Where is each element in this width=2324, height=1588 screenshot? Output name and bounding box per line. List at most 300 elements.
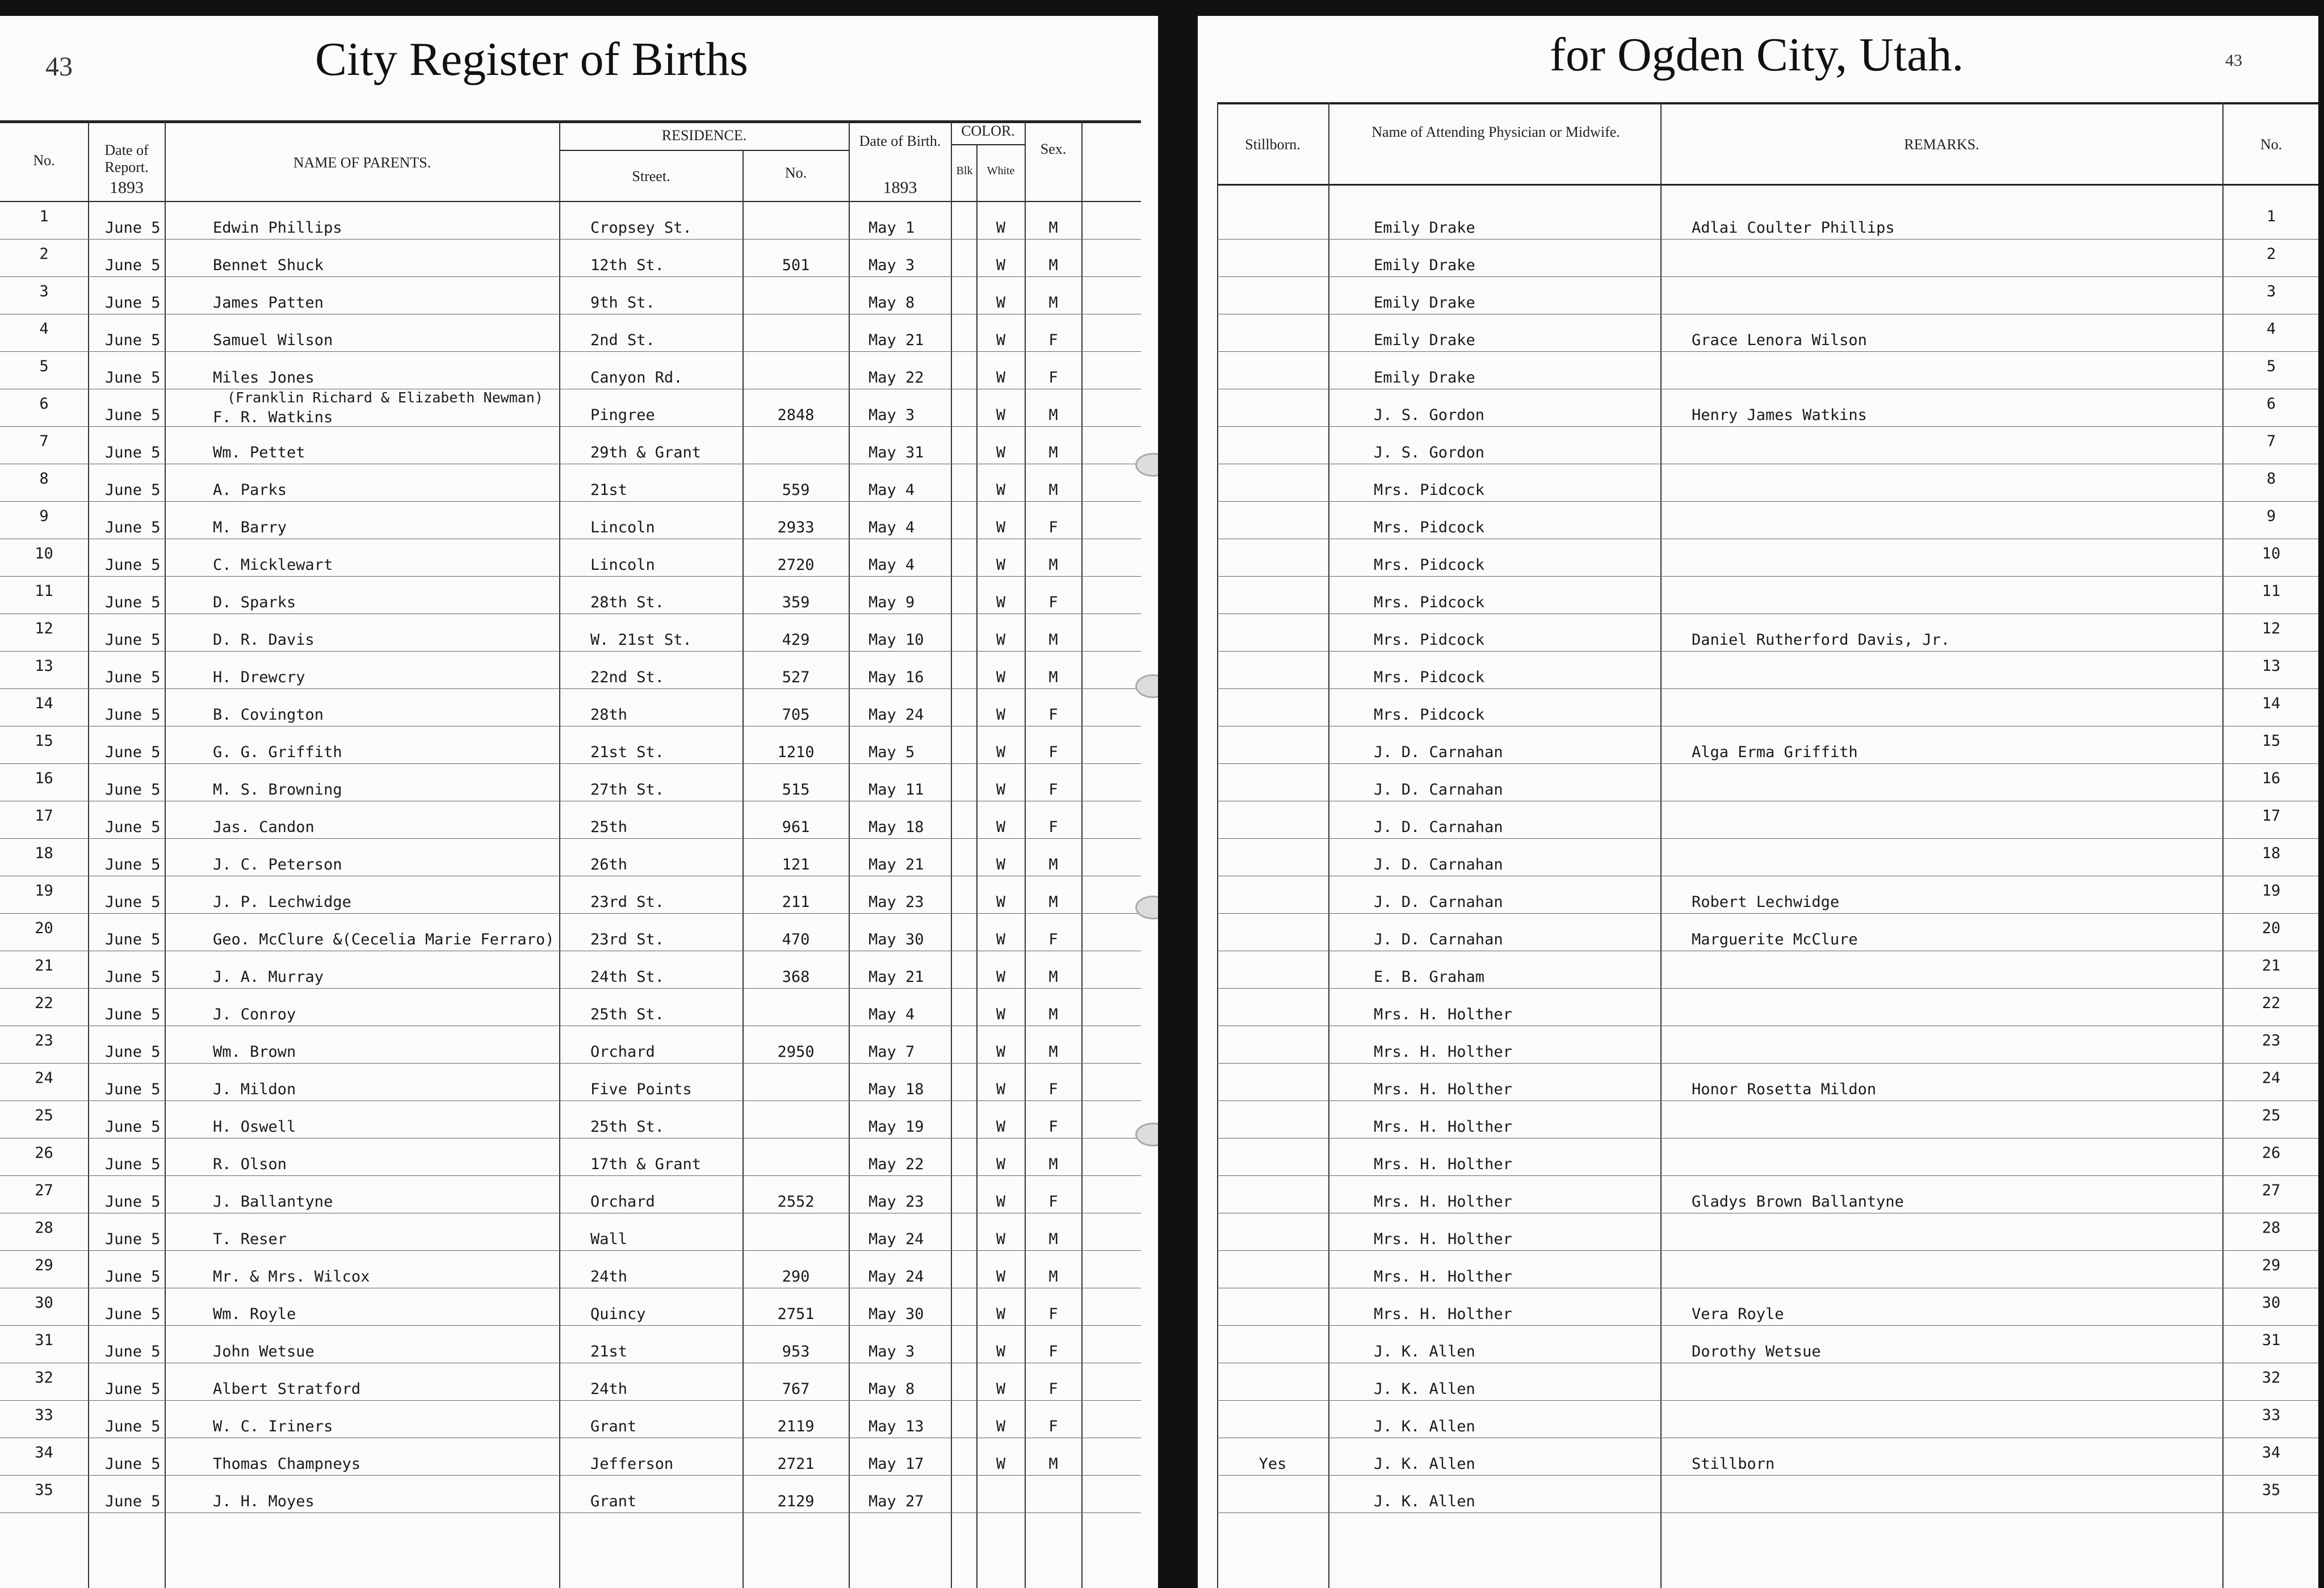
right-cell-physician: Emily Drake xyxy=(1374,257,1475,274)
right-table-row xyxy=(1198,277,2318,314)
left-cell-birth: May 23 xyxy=(869,1193,924,1211)
right-cell-physician: Mrs. H. Holther xyxy=(1374,1006,1512,1023)
left-cell-sex: F xyxy=(1048,1418,1058,1435)
left-table-row xyxy=(0,1176,1158,1213)
left-cell-color: W xyxy=(996,1268,1006,1285)
right-cell-no: 32 xyxy=(2262,1369,2281,1387)
left-cell-num: 953 xyxy=(782,1343,810,1360)
left-cell-street: Quincy xyxy=(590,1305,646,1323)
left-cell-report: June 5 xyxy=(105,893,161,911)
left-cell-street: 24th xyxy=(590,1268,628,1285)
left-cell-report: June 5 xyxy=(105,669,161,686)
header-residence: RESIDENCE. xyxy=(661,127,747,144)
left-cell-parents: D. Sparks xyxy=(213,594,296,611)
left-cell-parents: Wm. Royle xyxy=(213,1305,296,1323)
left-cell-color: W xyxy=(996,1156,1006,1173)
left-cell-no: 3 xyxy=(39,283,49,300)
left-cell-parents: C. Micklewart xyxy=(213,556,333,574)
left-cell-report: June 5 xyxy=(105,556,161,574)
left-cell-street: 29th & Grant xyxy=(590,444,702,461)
left-cell-color: W xyxy=(996,519,1006,536)
left-cell-no: 28 xyxy=(35,1219,53,1237)
header-blk: Blk xyxy=(956,165,973,177)
left-cell-street: Jefferson xyxy=(590,1455,674,1473)
left-cell-no: 20 xyxy=(35,919,53,937)
left-cell-birth: May 24 xyxy=(869,1268,924,1285)
right-table-row xyxy=(1198,1438,2318,1476)
left-table-row xyxy=(0,689,1158,726)
left-cell-color: W xyxy=(996,219,1006,237)
left-cell-color: W xyxy=(996,369,1006,387)
left-cell-sex: M xyxy=(1048,1006,1058,1023)
left-cell-parents: M. Barry xyxy=(213,519,287,536)
left-table-row xyxy=(0,1288,1158,1326)
left-cell-parents: Mr. & Mrs. Wilcox xyxy=(213,1268,370,1285)
left-cell-num: 368 xyxy=(782,968,810,986)
left-cell-color: W xyxy=(996,1081,1006,1098)
left-cell-street: 26th xyxy=(590,856,628,873)
left-cell-color: W xyxy=(996,294,1006,312)
right-table-row xyxy=(1198,502,2318,539)
right-cell-physician: J. K. Allen xyxy=(1374,1455,1475,1473)
right-cell-no: 29 xyxy=(2262,1257,2281,1274)
left-cell-no: 26 xyxy=(35,1144,53,1162)
left-cell-report: June 5 xyxy=(105,1118,161,1136)
left-cell-street: Orchard xyxy=(590,1043,655,1061)
right-cell-no: 18 xyxy=(2262,845,2281,862)
left-table-row xyxy=(0,277,1158,314)
right-cell-no: 11 xyxy=(2262,582,2281,600)
right-cell-stillborn: Yes xyxy=(1259,1455,1287,1473)
right-cell-remarks: Gladys Brown Ballantyne xyxy=(1692,1193,1904,1211)
header-report-year: 1893 xyxy=(110,178,144,197)
left-cell-birth: May 7 xyxy=(869,1043,915,1061)
header-street: Street. xyxy=(632,168,670,184)
left-cell-parents: B. Covington xyxy=(213,706,324,724)
left-cell-no: 11 xyxy=(35,582,53,600)
left-cell-street: 24th xyxy=(590,1380,628,1398)
left-cell-no: 13 xyxy=(35,657,53,675)
left-page xyxy=(0,16,1158,1588)
left-table-row xyxy=(0,914,1158,951)
left-cell-report: June 5 xyxy=(105,294,161,312)
left-cell-birth: May 18 xyxy=(869,818,924,836)
left-cell-color: W xyxy=(996,893,1006,911)
left-cell-color: W xyxy=(996,669,1006,686)
left-cell-sex: M xyxy=(1048,669,1058,686)
left-cell-sex: M xyxy=(1048,406,1058,424)
left-table-row xyxy=(0,1438,1158,1476)
right-cell-physician: Mrs. H. Holther xyxy=(1374,1305,1512,1323)
left-cell-sex: M xyxy=(1048,556,1058,574)
header-residence-no: No. xyxy=(785,165,807,181)
right-cell-remarks: Stillborn xyxy=(1692,1455,1775,1473)
left-cell-sex: F xyxy=(1048,1343,1058,1360)
left-cell-report: June 5 xyxy=(105,743,161,761)
right-cell-physician: J. S. Gordon xyxy=(1374,406,1485,424)
left-cell-street: 28th St. xyxy=(590,594,665,611)
left-cell-parents: J. Conroy xyxy=(213,1006,296,1023)
left-cell-street: Wall xyxy=(590,1230,628,1248)
right-cell-no: 13 xyxy=(2262,657,2281,675)
left-cell-birth: May 9 xyxy=(869,594,915,611)
left-cell-num: 211 xyxy=(782,893,810,911)
left-cell-report: June 5 xyxy=(105,1305,161,1323)
right-cell-physician: Mrs. H. Holther xyxy=(1374,1118,1512,1136)
left-cell-street: 27th St. xyxy=(590,781,665,799)
left-cell-sex: F xyxy=(1048,519,1058,536)
right-cell-no: 9 xyxy=(2266,507,2276,525)
left-cell-parents: J. A. Murray xyxy=(213,968,324,986)
left-cell-num: 470 xyxy=(782,931,810,948)
left-cell-parents: Samuel Wilson xyxy=(213,331,333,349)
right-table-row xyxy=(1198,464,2318,502)
left-cell-sex: M xyxy=(1048,968,1058,986)
left-cell-parents: J. Ballantyne xyxy=(213,1193,333,1211)
right-cell-physician: Mrs. Pidcock xyxy=(1374,481,1485,499)
right-table-row xyxy=(1198,839,2318,876)
left-cell-parents: J. C. Peterson xyxy=(213,856,342,873)
left-cell-no: 12 xyxy=(35,620,53,637)
right-cell-no: 5 xyxy=(2266,358,2276,375)
right-cell-remarks: Marguerite McClure xyxy=(1692,931,1858,948)
right-cell-physician: Mrs. H. Holther xyxy=(1374,1156,1512,1173)
left-table-row xyxy=(0,1064,1158,1101)
left-cell-color: W xyxy=(996,706,1006,724)
left-cell-birth: May 3 xyxy=(869,1343,915,1360)
header-white: White xyxy=(987,165,1015,177)
left-cell-birth: May 13 xyxy=(869,1418,924,1435)
left-table-row xyxy=(0,989,1158,1026)
left-cell-birth: May 22 xyxy=(869,369,924,387)
left-cell-sex: F xyxy=(1048,1193,1058,1211)
right-table-row xyxy=(1198,1326,2318,1363)
left-cell-report: June 5 xyxy=(105,781,161,799)
left-cell-sex: F xyxy=(1048,1118,1058,1136)
header-right-no: No. xyxy=(2260,136,2283,153)
left-cell-report: June 5 xyxy=(105,1418,161,1435)
left-cell-report: June 5 xyxy=(105,1156,161,1173)
left-cell-report: June 5 xyxy=(105,1230,161,1248)
left-cell-birth: May 3 xyxy=(869,406,915,424)
left-cell-parents: G. G. Griffith xyxy=(213,743,342,761)
left-table-row xyxy=(0,427,1158,464)
left-cell-birth: May 3 xyxy=(869,257,915,274)
right-cell-remarks: Henry James Watkins xyxy=(1692,406,1867,424)
left-cell-no: 18 xyxy=(35,845,53,862)
left-cell-report: June 5 xyxy=(105,706,161,724)
left-table-row xyxy=(0,1026,1158,1064)
right-table-row xyxy=(1198,1476,2318,1513)
left-table-row xyxy=(0,876,1158,914)
left-cell-birth: May 8 xyxy=(869,294,915,312)
left-cell-birth: May 21 xyxy=(869,968,924,986)
left-cell-street: 25th St. xyxy=(590,1118,665,1136)
left-cell-num: 1210 xyxy=(777,743,815,761)
left-cell-report: June 5 xyxy=(105,856,161,873)
right-cell-remarks: Honor Rosetta Mildon xyxy=(1692,1081,1877,1098)
left-cell-color: W xyxy=(996,743,1006,761)
left-cell-color: W xyxy=(996,1193,1006,1211)
right-cell-physician: Mrs. H. Holther xyxy=(1374,1081,1512,1098)
right-table-row xyxy=(1198,726,2318,764)
right-table-row xyxy=(1198,876,2318,914)
left-table-row xyxy=(0,652,1158,689)
left-cell-color: W xyxy=(996,406,1006,424)
left-cell-birth: May 21 xyxy=(869,331,924,349)
left-table-row xyxy=(0,539,1158,577)
left-cell-no: 35 xyxy=(35,1481,53,1499)
left-cell-no: 27 xyxy=(35,1182,53,1199)
left-cell-street: Pingree xyxy=(590,406,655,424)
right-cell-no: 24 xyxy=(2262,1069,2281,1087)
right-cell-physician: J. K. Allen xyxy=(1374,1493,1475,1510)
left-cell-color: W xyxy=(996,1343,1006,1360)
left-cell-no: 10 xyxy=(35,545,53,562)
right-table-row xyxy=(1198,202,2318,240)
left-cell-report: June 5 xyxy=(105,1380,161,1398)
left-cell-num: 767 xyxy=(782,1380,810,1398)
left-cell-report: June 5 xyxy=(105,1081,161,1098)
left-cell-parents: Jas. Candon xyxy=(213,818,314,836)
right-cell-physician: J. K. Allen xyxy=(1374,1380,1475,1398)
left-table-row xyxy=(0,352,1158,389)
left-cell-color: W xyxy=(996,257,1006,274)
right-cell-no: 20 xyxy=(2262,919,2281,937)
left-cell-sex: M xyxy=(1048,219,1058,237)
right-cell-physician: Mrs. Pidcock xyxy=(1374,519,1485,536)
left-cell-parents: Bennet Shuck xyxy=(213,257,324,274)
header-sex: Sex. xyxy=(1040,141,1067,157)
left-cell-color: W xyxy=(996,781,1006,799)
left-cell-no: 6 xyxy=(39,395,49,413)
left-cell-num: 2552 xyxy=(777,1193,815,1211)
right-cell-physician: Mrs. H. Holther xyxy=(1374,1193,1512,1211)
left-cell-num: 2751 xyxy=(777,1305,815,1323)
left-table-row xyxy=(0,801,1158,839)
left-table-row xyxy=(0,1326,1158,1363)
left-cell-color: W xyxy=(996,631,1006,649)
left-cell-sex: F xyxy=(1048,594,1058,611)
right-cell-physician: Emily Drake xyxy=(1374,219,1475,237)
left-table-row xyxy=(0,1363,1158,1401)
right-cell-physician: J. S. Gordon xyxy=(1374,444,1485,461)
left-cell-sex: F xyxy=(1048,1305,1058,1323)
right-cell-no: 19 xyxy=(2262,882,2281,900)
left-cell-birth: May 4 xyxy=(869,1006,915,1023)
left-cell-street: 17th & Grant xyxy=(590,1156,702,1173)
left-table-row xyxy=(0,1101,1158,1139)
right-cell-physician: J. D. Carnahan xyxy=(1374,818,1503,836)
right-table-row xyxy=(1198,352,2318,389)
left-cell-sex: F xyxy=(1048,1380,1058,1398)
right-cell-remarks: Daniel Rutherford Davis, Jr. xyxy=(1692,631,1950,649)
right-table-row xyxy=(1198,1401,2318,1438)
left-cell-color: W xyxy=(996,481,1006,499)
left-page-number: 43 xyxy=(45,52,73,82)
right-cell-physician: Mrs. H. Holther xyxy=(1374,1043,1512,1061)
left-cell-street: 22nd St. xyxy=(590,669,665,686)
left-table-row xyxy=(0,1213,1158,1251)
left-cell-birth: May 23 xyxy=(869,893,924,911)
left-cell-birth: May 4 xyxy=(869,519,915,536)
left-cell-color: W xyxy=(996,444,1006,461)
left-cell-birth: May 21 xyxy=(869,856,924,873)
right-cell-no: 8 xyxy=(2266,470,2276,488)
left-cell-num: 2119 xyxy=(777,1418,815,1435)
left-cell-sex: F xyxy=(1048,1081,1058,1098)
left-cell-parents: Wm. Brown xyxy=(213,1043,296,1061)
left-cell-no: 25 xyxy=(35,1107,53,1124)
left-cell-birth: May 18 xyxy=(869,1081,924,1098)
left-cell-sex: F xyxy=(1048,706,1058,724)
right-cell-physician: J. D. Carnahan xyxy=(1374,743,1503,761)
left-cell-sex: M xyxy=(1048,1156,1058,1173)
left-cell-sex: M xyxy=(1048,893,1058,911)
right-cell-physician: Mrs. Pidcock xyxy=(1374,669,1485,686)
left-cell-report: June 5 xyxy=(105,519,161,536)
right-cell-physician: J. K. Allen xyxy=(1374,1343,1475,1360)
left-cell-street: W. 21st St. xyxy=(590,631,692,649)
right-cell-no: 26 xyxy=(2262,1144,2281,1162)
left-cell-report: June 5 xyxy=(105,1493,161,1510)
left-cell-sex: F xyxy=(1048,931,1058,948)
right-page-number: 43 xyxy=(2225,51,2242,70)
left-cell-color: W xyxy=(996,1418,1006,1435)
left-cell-sex: M xyxy=(1048,1455,1058,1473)
left-cell-no: 17 xyxy=(35,807,53,825)
left-cell-parents: Wm. Pettet xyxy=(213,444,305,461)
left-cell-street: Orchard xyxy=(590,1193,655,1211)
left-cell-birth: May 22 xyxy=(869,1156,924,1173)
right-table-row xyxy=(1198,1176,2318,1213)
left-cell-parents: F. R. Watkins xyxy=(213,409,333,426)
left-cell-sex: M xyxy=(1048,1043,1058,1061)
left-table-row xyxy=(0,1476,1158,1513)
left-cell-parents: H. Oswell xyxy=(213,1118,296,1136)
right-cell-no: 3 xyxy=(2266,283,2276,300)
right-table-row xyxy=(1198,989,2318,1026)
left-cell-street: 25th St. xyxy=(590,1006,665,1023)
left-cell-street: 25th xyxy=(590,818,628,836)
left-cell-street: 2nd St. xyxy=(590,331,655,349)
left-cell-birth: May 16 xyxy=(869,669,924,686)
left-cell-color: W xyxy=(996,1006,1006,1023)
right-cell-physician: J. D. Carnahan xyxy=(1374,931,1503,948)
left-cell-num: 961 xyxy=(782,818,810,836)
left-cell-birth: May 4 xyxy=(869,556,915,574)
right-table-row xyxy=(1198,539,2318,577)
left-cell-no: 19 xyxy=(35,882,53,900)
left-cell-street: 28th xyxy=(590,706,628,724)
left-cell-color: W xyxy=(996,931,1006,948)
left-cell-report: June 5 xyxy=(105,331,161,349)
left-cell-parents: John Wetsue xyxy=(213,1343,314,1360)
left-cell-sex: M xyxy=(1048,631,1058,649)
left-cell-street: Cropsey St. xyxy=(590,219,692,237)
left-cell-no: 15 xyxy=(35,732,53,750)
left-cell-parents-note: (Franklin Richard & Elizabeth Newman) xyxy=(227,389,543,406)
left-cell-no: 7 xyxy=(39,432,49,450)
left-cell-parents: Thomas Champneys xyxy=(213,1455,361,1473)
right-table-row xyxy=(1198,614,2318,652)
left-cell-num: 359 xyxy=(782,594,810,611)
left-cell-sex: M xyxy=(1048,294,1058,312)
left-cell-no: 4 xyxy=(39,320,49,338)
left-cell-report: June 5 xyxy=(105,369,161,387)
right-cell-no: 22 xyxy=(2262,994,2281,1012)
left-cell-report: June 5 xyxy=(105,1268,161,1285)
left-cell-sex: F xyxy=(1048,331,1058,349)
left-cell-street: 23rd St. xyxy=(590,893,665,911)
left-cell-report: June 5 xyxy=(105,1006,161,1023)
right-table-row xyxy=(1198,1064,2318,1101)
left-table-row xyxy=(0,577,1158,614)
left-cell-parents: R. Olson xyxy=(213,1156,287,1173)
right-cell-physician: Mrs. Pidcock xyxy=(1374,594,1485,611)
right-cell-physician: J. D. Carnahan xyxy=(1374,893,1503,911)
left-cell-color: W xyxy=(996,331,1006,349)
right-cell-no: 17 xyxy=(2262,807,2281,825)
left-cell-num: 559 xyxy=(782,481,810,499)
left-cell-sex: M xyxy=(1048,1268,1058,1285)
left-cell-street: 23rd St. xyxy=(590,931,665,948)
right-table-row xyxy=(1198,1288,2318,1326)
left-table-row xyxy=(0,389,1158,427)
right-cell-physician: Mrs. H. Holther xyxy=(1374,1268,1512,1285)
right-cell-no: 1 xyxy=(2266,208,2276,225)
left-cell-report: June 5 xyxy=(105,1343,161,1360)
header-date-of-report: Date of Report. xyxy=(104,142,149,175)
right-cell-no: 31 xyxy=(2262,1331,2281,1349)
left-cell-parents: T. Reser xyxy=(213,1230,287,1248)
right-cell-no: 10 xyxy=(2262,545,2281,562)
right-cell-no: 14 xyxy=(2262,695,2281,712)
left-cell-birth: May 31 xyxy=(869,444,924,461)
left-cell-birth: May 8 xyxy=(869,1380,915,1398)
left-cell-street: Lincoln xyxy=(590,556,655,574)
left-cell-report: June 5 xyxy=(105,968,161,986)
left-cell-color: W xyxy=(996,1380,1006,1398)
left-cell-report: June 5 xyxy=(105,1193,161,1211)
left-table-row xyxy=(0,1251,1158,1288)
header-no: No. xyxy=(33,152,55,169)
left-cell-num: 2933 xyxy=(777,519,815,536)
left-table-row xyxy=(0,614,1158,652)
right-cell-remarks: Robert Lechwidge xyxy=(1692,893,1840,911)
left-cell-birth: May 11 xyxy=(869,781,924,799)
left-table-row xyxy=(0,839,1158,876)
left-cell-num: 705 xyxy=(782,706,810,724)
left-cell-no: 21 xyxy=(35,957,53,974)
left-cell-parents: Edwin Phillips xyxy=(213,219,342,237)
left-table-row xyxy=(0,314,1158,352)
right-table-row xyxy=(1198,314,2318,352)
right-table-row xyxy=(1198,427,2318,464)
right-cell-no: 28 xyxy=(2262,1219,2281,1237)
left-cell-num: 429 xyxy=(782,631,810,649)
right-cell-physician: Mrs. Pidcock xyxy=(1374,706,1485,724)
left-cell-parents: Albert Stratford xyxy=(213,1380,361,1398)
right-cell-no: 12 xyxy=(2262,620,2281,637)
left-cell-sex: F xyxy=(1048,369,1058,387)
left-cell-no: 16 xyxy=(35,770,53,787)
left-cell-parents: W. C. Iriners xyxy=(213,1418,333,1435)
left-cell-report: June 5 xyxy=(105,594,161,611)
left-table-row xyxy=(0,502,1158,539)
right-table-row xyxy=(1198,1139,2318,1176)
left-table-row xyxy=(0,726,1158,764)
